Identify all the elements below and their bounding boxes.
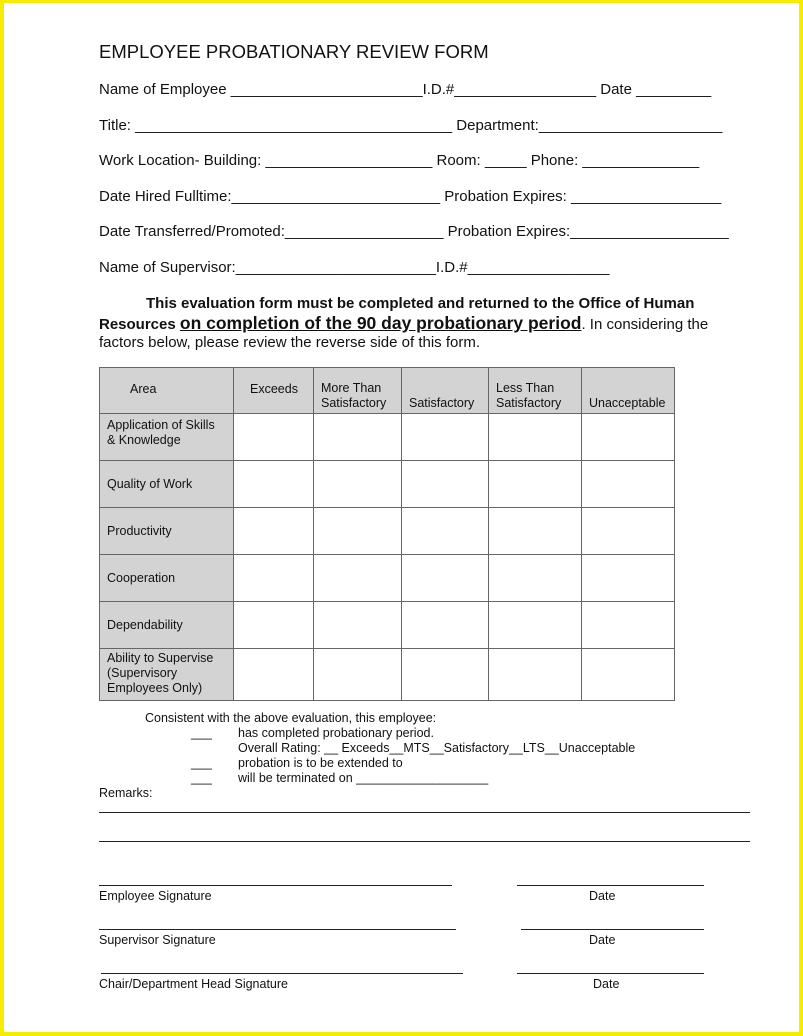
header-exceeds [234,368,314,414]
option-extended: probation is to be extended to [238,756,403,770]
area-cell [100,461,234,508]
instruction-line-2-end: . In considering the [581,316,709,333]
area-cell [100,414,234,461]
chair-date-line[interactable] [517,973,704,974]
field-employee-name-id-date[interactable]: Name of Employee _______________________I.D.#_________________ Date _________ [99,81,712,98]
rating-cell[interactable] [489,414,582,461]
area-cell [100,508,234,555]
rating-cell[interactable] [582,414,675,461]
remarks-label: Remarks: [99,786,153,800]
form-page [4,3,799,1032]
rating-cell[interactable] [314,555,402,602]
option-completed: has completed probationary period. [238,726,434,740]
rating-row [100,555,675,602]
area-cell [100,649,234,701]
area-label: Dependability [107,617,183,632]
supervisor-signature-label: Supervisor Signature [99,933,216,947]
option-overall-rating[interactable]: Overall Rating: __ Exceeds__MTS__Satisfactory__LTS__Unacceptable [238,741,636,755]
header-more-than-satisfactory [314,368,402,414]
supervisor-date-label: Date [589,933,616,947]
rating-cell[interactable] [234,555,314,602]
rating-cell[interactable] [314,602,402,649]
rating-cell[interactable] [402,508,489,555]
rating-cell[interactable] [314,414,402,461]
remarks-line[interactable] [99,841,750,842]
rating-cell[interactable] [582,602,675,649]
instruction-deadline: on completion of the 90 day probationary period [179,313,582,333]
header-mts-label: More Than Satisfactory [321,381,387,410]
rating-cell[interactable] [582,649,675,701]
employee-date-line[interactable] [517,885,704,886]
checkbox-terminated[interactable]: ___ [191,771,212,785]
supervisor-signature-line[interactable] [99,929,456,930]
rating-row [100,414,675,461]
area-cell [100,602,234,649]
supervisor-date-line[interactable] [521,929,704,930]
field-date-hired[interactable]: Date Hired Fulltime:_________________________ Probation Expires: __________________ [99,188,722,205]
chair-signature-label: Chair/Department Head Signature [99,977,288,991]
instruction-line-2 [99,313,708,334]
area-label: Quality of Work [107,476,193,491]
header-satisfactory-label: Satisfactory [409,396,475,410]
header-exceeds-label: Exceeds [250,382,298,396]
rating-row [100,461,675,508]
header-less-than-satisfactory [489,368,582,414]
checkbox-extended[interactable]: ___ [191,756,212,770]
rating-header-row [100,368,675,414]
rating-cell[interactable] [489,555,582,602]
rating-cell[interactable] [234,508,314,555]
instruction-line-3: factors below, please review the reverse side of this form. [99,334,481,351]
employee-signature-label: Employee Signature [99,889,212,903]
area-label: Cooperation [107,570,176,585]
header-satisfactory [402,368,489,414]
field-work-location[interactable]: Work Location- Building: ____________________ Room: _____ Phone: ______________ [99,152,700,169]
rating-cell[interactable] [489,508,582,555]
employee-date-label: Date [589,889,616,903]
rating-cell[interactable] [234,414,314,461]
rating-row [100,649,675,701]
rating-cell[interactable] [582,461,675,508]
area-label: Application of Skills & Knowledge [107,418,215,447]
header-lts-label: Less Than Satisfactory [496,381,562,410]
rating-cell[interactable] [582,555,675,602]
header-unacceptable-label: Unacceptable [589,396,666,410]
rating-cell[interactable] [234,461,314,508]
rating-cell[interactable] [234,649,314,701]
header-area-label: Area [130,382,157,396]
checkbox-completed[interactable]: ___ [191,726,212,740]
rating-cell[interactable] [489,649,582,701]
option-terminated[interactable]: will be terminated on ___________________ [238,771,489,785]
instruction-resources: Resources [99,316,176,333]
header-unacceptable [582,368,675,414]
area-label: Productivity [107,523,172,538]
chair-date-label: Date [593,977,620,991]
rating-table [99,367,675,701]
field-title-department[interactable]: Title: ______________________________________ Department:______________________ [99,117,723,134]
form-title: EMPLOYEE PROBATIONARY REVIEW FORM [99,41,489,62]
chair-signature-line[interactable] [101,973,463,974]
rating-cell[interactable] [489,602,582,649]
rating-row [100,602,675,649]
instruction-line-1: This evaluation form must be completed and returned to the Office of Human [146,295,695,312]
area-cell [100,555,234,602]
area-label: Ability to Supervise (Supervisory Employees Only) [107,651,214,695]
rating-cell[interactable] [402,461,489,508]
employee-signature-line[interactable] [99,885,452,886]
outcome-intro: Consistent with the above evaluation, this employee: [145,711,437,725]
header-area [100,368,234,414]
rating-cell[interactable] [402,602,489,649]
rating-cell[interactable] [314,649,402,701]
rating-cell[interactable] [402,414,489,461]
rating-row [100,508,675,555]
field-date-transferred[interactable]: Date Transferred/Promoted:___________________ Probation Expires:___________________ [99,223,729,240]
rating-cell[interactable] [582,508,675,555]
rating-cell[interactable] [314,508,402,555]
rating-cell[interactable] [314,461,402,508]
rating-cell[interactable] [234,602,314,649]
remarks-line[interactable] [99,812,750,813]
rating-cell[interactable] [402,649,489,701]
rating-cell[interactable] [402,555,489,602]
rating-cell[interactable] [489,461,582,508]
field-supervisor-name-id[interactable]: Name of Supervisor:________________________I.D.#_________________ [99,259,610,276]
